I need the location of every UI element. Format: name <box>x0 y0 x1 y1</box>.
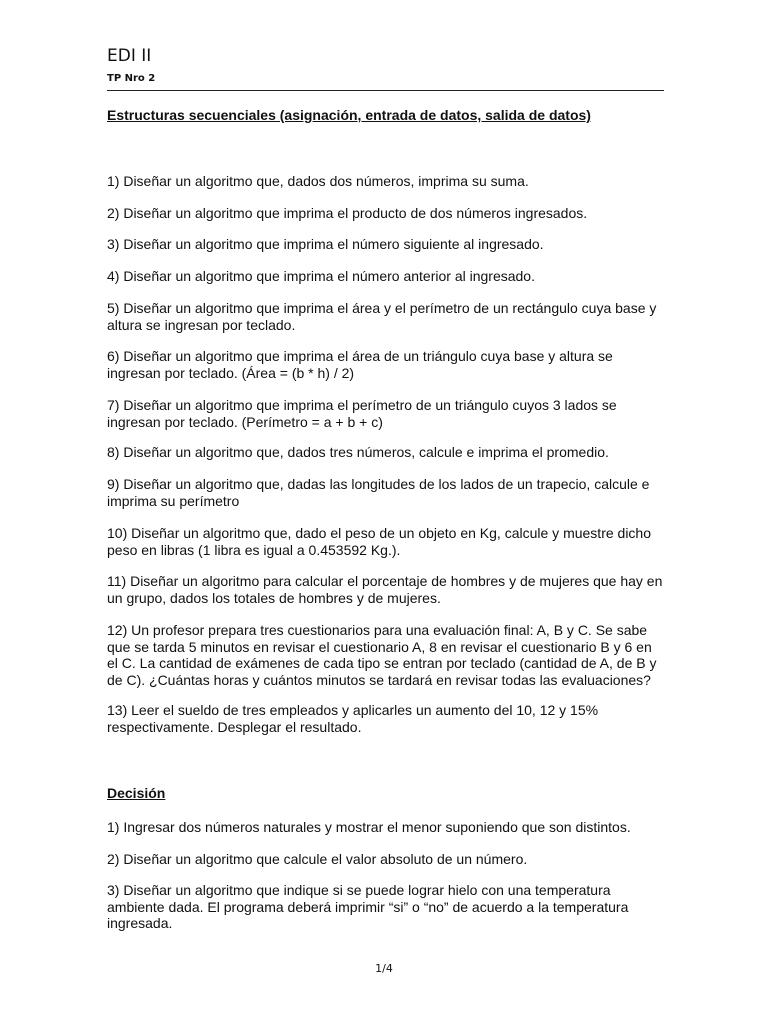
list-item: 1) Diseñar un algoritmo que, dados dos números, imprima su suma. <box>107 173 529 189</box>
list-item: 5) Diseñar un algoritmo que imprima el área y el perímetro de un rectángulo cuya base y altura se ingresan por teclado. <box>107 300 657 333</box>
list-item: 9) Diseñar un algoritmo que, dadas las longitudes de los lados de un trapecio, calcule e imprima su perímetro <box>107 476 650 509</box>
list-item: 3) Diseñar un algoritmo que imprima el número siguiente al ingresado. <box>107 236 544 252</box>
list-item: 6) Diseñar un algoritmo que imprima el área de un triángulo cuya base y altura se ingresan por teclado. (Área = (b * h) / 2) <box>107 348 613 381</box>
section-title-sequential: Estructuras secuenciales (asignación, entrada de datos, salida de datos) <box>107 107 591 123</box>
list-item: 13) Leer el sueldo de tres empleados y aplicarles un aumento del 10, 12 y 15% respectivamente. Desplegar el resultado. <box>107 702 599 735</box>
page-number: 1/4 <box>375 962 393 975</box>
course-title: EDI II <box>107 46 152 66</box>
list-item: 3) Diseñar un algoritmo que indique si se puede lograr hielo con una temperatura ambiente dada. El programa deberá imprimir “si” o “no” de acuerdo a la temperatura ingresada. <box>107 882 629 931</box>
list-item: 7) Diseñar un algoritmo que imprima el perímetro de un triángulo cuyos 3 lados se ingresan por teclado. (Perímetro = a + b + c) <box>107 397 617 430</box>
list-item: 2) Diseñar un algoritmo que calcule el valor absoluto de un número. <box>107 851 528 867</box>
header-divider <box>107 90 664 91</box>
list-item: 4) Diseñar un algoritmo que imprima el número anterior al ingresado. <box>107 268 535 284</box>
list-item: 2) Diseñar un algoritmo que imprima el producto de dos números ingresados. <box>107 205 588 221</box>
list-item: 8) Diseñar un algoritmo que, dados tres números, calcule e imprima el promedio. <box>107 444 609 460</box>
list-item: 1) Ingresar dos números naturales y mostrar el menor suponiendo que son distintos. <box>107 819 631 835</box>
section-title-decision: Decisión <box>107 785 166 801</box>
assignment-label: TP Nro 2 <box>107 73 156 84</box>
list-item: 11) Diseñar un algoritmo para calcular el porcentaje de hombres y de mujeres que hay en un grupo, dados los totales de hombres y de mujeres. <box>107 573 663 606</box>
list-item: 10) Diseñar un algoritmo que, dado el peso de un objeto en Kg, calcule y muestre dicho peso en libras (1 libra es igual a 0.453592 Kg.). <box>107 525 652 558</box>
list-item: 12) Un profesor prepara tres cuestionarios para una evaluación final: A, B y C. Se sabe que se tarda 5 minutos en revisar el cuestionario A, 8 en revisar el cuestionario B y 6 en el C. La cantidad de exámenes de cada tipo se entran por teclado (cantidad de A, de B y de C). ¿Cuántas horas y cuántos minutos se tardará en revisar todas las evaluaciones? <box>107 622 657 688</box>
